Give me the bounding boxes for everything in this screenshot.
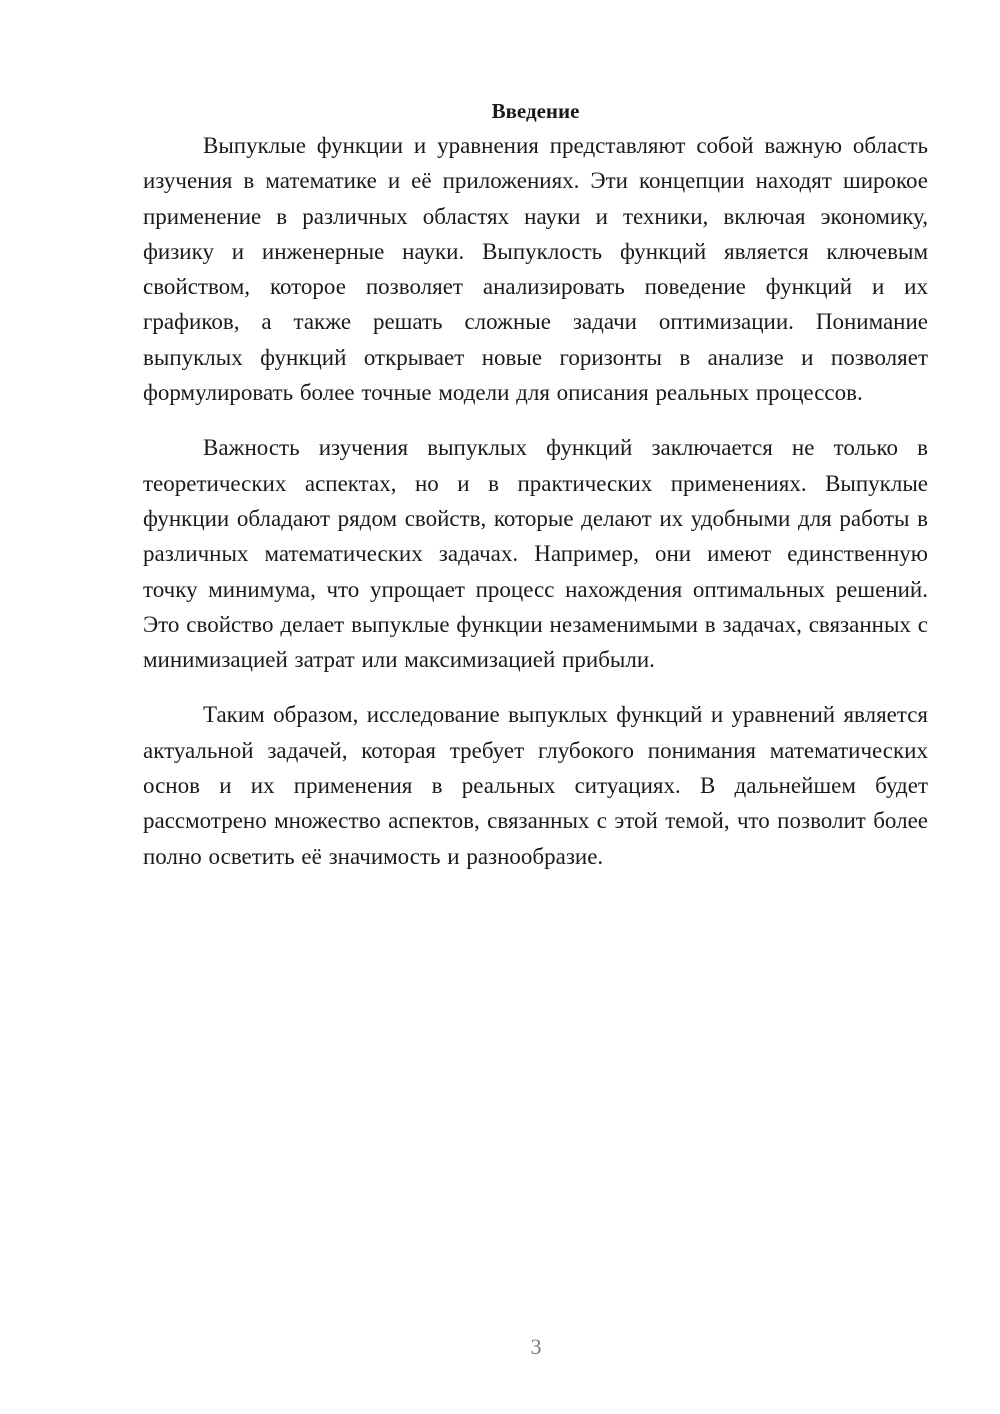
page-content [143, 96, 928, 894]
paragraph-3: Таким образом, исследование выпуклых функций и уравнений является актуальной задачей, которая требует глубокого понимания математических основ и их применения в реальных ситуациях. В дальнейшем будет рассмотрено множество аспектов, связанных с этой темой, что позволит более полно осветить её значимость и разнообразие. [143, 702, 928, 869]
section-heading: Введение [491, 99, 580, 123]
paragraph-2: Важность изучения выпуклых функций заключается не только в теоретических аспектах, но и в практических применениях. Выпуклые функции обладают рядом свойств, которые делают их удобными для работы в различных математических задачах. Например, они имеют единственную точку минимума, что упрощает процесс нахождения оптимальных решений. Это свойство делает выпуклые функции незаменимыми в задачах, связанных с минимизацией затрат или максимизацией прибыли. [143, 435, 928, 673]
paragraph-1: Выпуклые функции и уравнения представляют собой важную область изучения в математике и её приложениях. Эти концепции находят широкое применение в различных областях науки и техники, включая экономику, физику и инженерные науки. Выпуклость функций является ключевым свойством, которое позволяет анализировать поведение функций и их графиков, а также решать сложные задачи оптимизации. Понимание выпуклых функций открывает новые горизонты в анализе и позволяет формулировать более точные модели для описания реальных процессов. [143, 133, 928, 406]
page-number: 3 [530, 1334, 542, 1359]
